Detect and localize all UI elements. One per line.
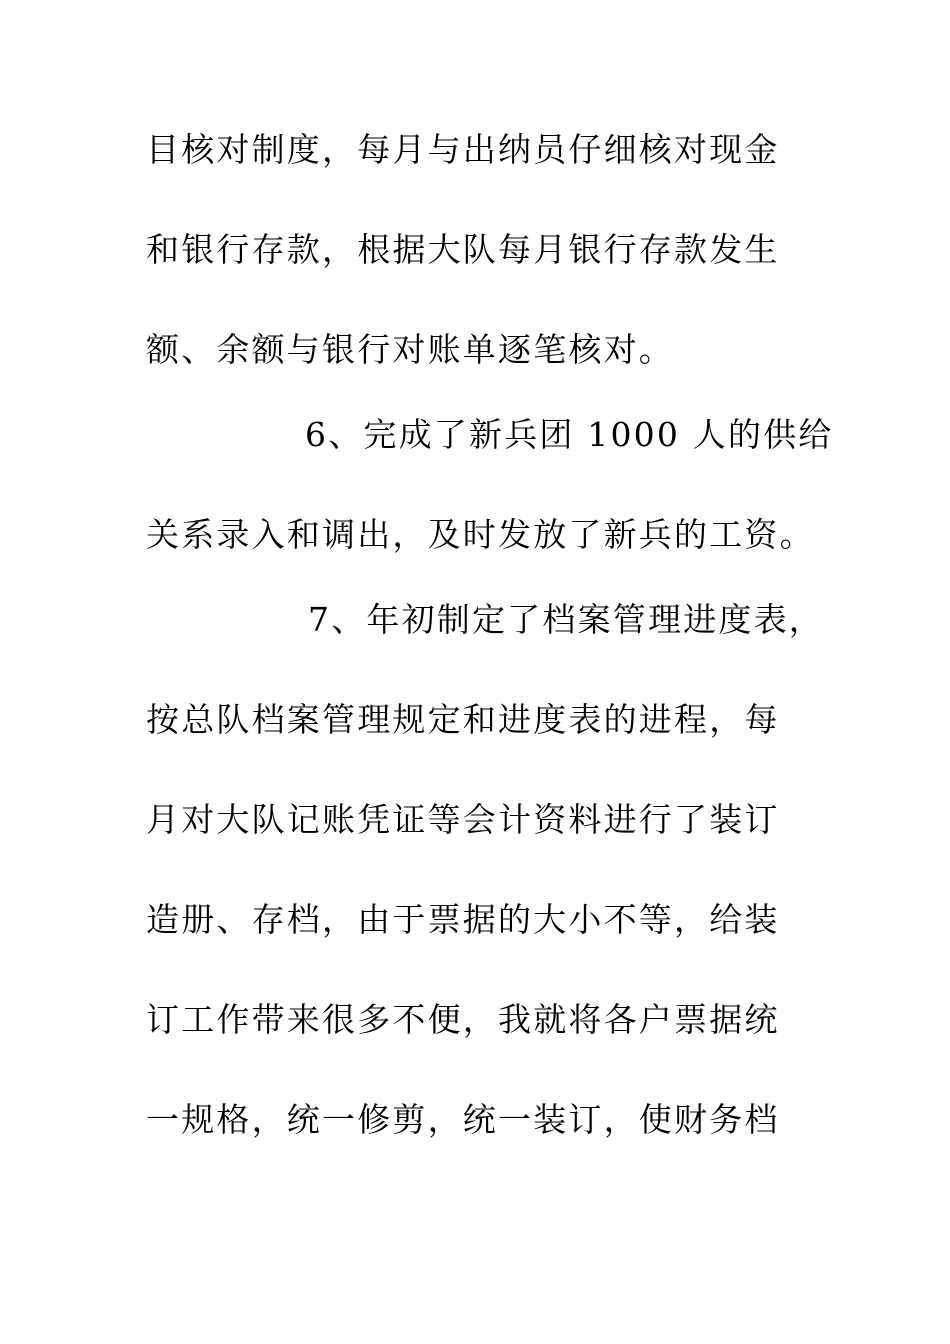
text-line-10: 订工作带来很多不便，我就将各户票据统 [146,1000,780,1039]
text-line-2: 和银行存款，根据大队每月银行存款发生 [146,230,780,269]
text-line-1: 目核对制度，每月与出纳员仔细核对现金 [146,130,780,169]
text-line-3: 额、余额与银行对账单逐笔核对。 [146,330,674,369]
text-line-5: 关系录入和调出，及时发放了新兵的工资。 [146,515,815,554]
paragraph-6-start: 6、完成了新兵团 1000 人的供给 [305,415,834,454]
paragraph-7-start: 7、年初制定了档案管理进度表， [308,600,824,639]
text-line-11: 一规格，统一修剪，统一装订，使财务档 [146,1100,780,1139]
text-line-9: 造册、存档，由于票据的大小不等，给装 [146,900,780,939]
text-line-7: 按总队档案管理规定和进度表的进程，每 [146,700,780,739]
text-line-8: 月对大队记账凭证等会计资料进行了装订 [146,800,780,839]
